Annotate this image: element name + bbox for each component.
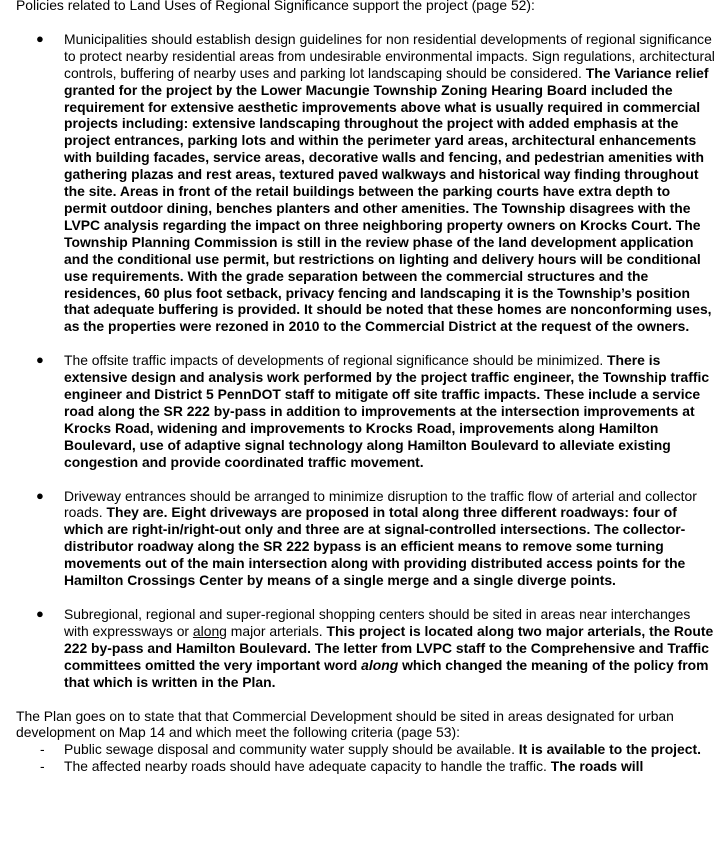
- response-text: It is available to the project.: [518, 741, 701, 758]
- criteria-text: Public sewage disposal and community water supply should be available.: [64, 741, 519, 758]
- emphasized-word: along: [361, 656, 399, 673]
- bullet-marker: ●: [36, 487, 44, 503]
- document-page: [16, 0, 716, 775]
- response-text: The Variance relief granted for the project by the Lower Macungie Township Zoning Hearing Board included the requirement for extensive aesthetic improvements above what is usually required in commercial projects including: extensive landscaping throughout the project with added emphasis at the project entrances, parking lots and within the perimeter yard areas, architectural enhancements with building facades, service areas, decorative walls and fencing, and pedestrian amenities with gathering plazas and rest areas, textured paved walkways and historical way finding throughout the site. Areas in front of the retail buildings between the parking courts have extra depth to permit outdoor dining, benches planters and other amenities. The Township disagrees with the LVPC analysis regarding the impact on three neighboring property owners on Krocks Court. The Township Planning Commission is still in the review phase of the land development application and the conditional use permit, but restrictions on lighting and delivery hours will be conditional use requirements. With the grade separation between the commercial structures and the residences, 60 plus foot setback, privacy fencing and landscaping it is the Township’s position that adequate buffering is provided. It should be noted that these homes are nonconforming uses, as the properties were rezoned in 2010 to the Commercial District at the request of the owners.: [64, 64, 712, 335]
- dash-marker: -: [40, 758, 45, 775]
- underlined-word: along: [192, 622, 227, 639]
- response-text: There is extensive design and analysis work performed by the project traffic engineer, the Township traffic engineer and District 5 PennDOT staff to mitigate off site traffic impacts. These include a service road along the SR 222 by-pass in addition to improvements at the intersection improvements at Krocks Road, widening and improvements to Krocks Road, improvements along Hamilton Boulevard, use of adaptive signal technology along Hamilton Boulevard to alleviate existing congestion and provide coordinated traffic movement.: [64, 352, 710, 470]
- policy-text: Municipalities should establish design guidelines for non residential developments of regional significance to protect nearby residential areas from undesirable environmental impacts. Sign regulations, architectural controls, buffering of nearby uses and parking lot landscaping should be considered.: [64, 30, 715, 81]
- bullet-item-shopping-centers: [16, 606, 716, 691]
- policy-text: major arterials.: [226, 622, 327, 639]
- dash-item-road-capacity: [16, 758, 716, 775]
- policy-text: The offsite traffic impacts of developments of regional significance should be minimized.: [64, 352, 608, 369]
- intro-paragraph: Policies related to Land Uses of Regional Significance support the project (page 52):: [16, 0, 535, 13]
- policy-bullet-list: [16, 31, 716, 691]
- policy-text: Driveway entrances should be arranged to minimize disruption to the traffic flow of arterial and collector roads.: [64, 487, 697, 521]
- plan-paragraph: The Plan goes on to state that that Commercial Development should be sited in areas designated for urban development on Map 14 and which meet the following criteria (page 53):: [16, 707, 674, 741]
- criteria-dash-list: [16, 741, 716, 775]
- bullet-marker: ●: [36, 352, 44, 368]
- response-text: which changed the meaning of the policy from that which is written in the Plan.: [64, 656, 709, 690]
- bullet-marker: ●: [36, 30, 44, 46]
- response-text: This project is located along two major arterials, the Route 222 by-pass and Hamilton Boulevard. The letter from LVPC staff to the Comprehensive and Traffic committees omitted the very important word: [64, 622, 714, 673]
- bullet-marker: ●: [36, 606, 44, 621]
- response-text: They are. Eight driveways are proposed in total along three different roadways: four of which are right-in/right-out only and three are at signal-controlled intersections. The collector-distributor roadway along the SR 222 bypass is an efficient means to remove some turning movements out of the main intersection along with providing distributed access points for the Hamilton Crossings Center by means of a single merge and a single diverge points.: [64, 504, 686, 589]
- policy-text: Subregional, regional and super-regional shopping centers should be sited in areas near interchanges with expressways or: [64, 606, 691, 639]
- bullet-item-design-guidelines: [16, 31, 716, 335]
- bullet-item-offsite-traffic: [16, 352, 716, 470]
- dash-item-sewage-water: [16, 741, 716, 758]
- dash-marker: -: [40, 741, 45, 758]
- bullet-item-driveway-entrances: [16, 488, 716, 589]
- criteria-text: The affected nearby roads should have adequate capacity to handle the traffic.: [64, 758, 551, 775]
- response-text: The roads will: [550, 758, 644, 775]
